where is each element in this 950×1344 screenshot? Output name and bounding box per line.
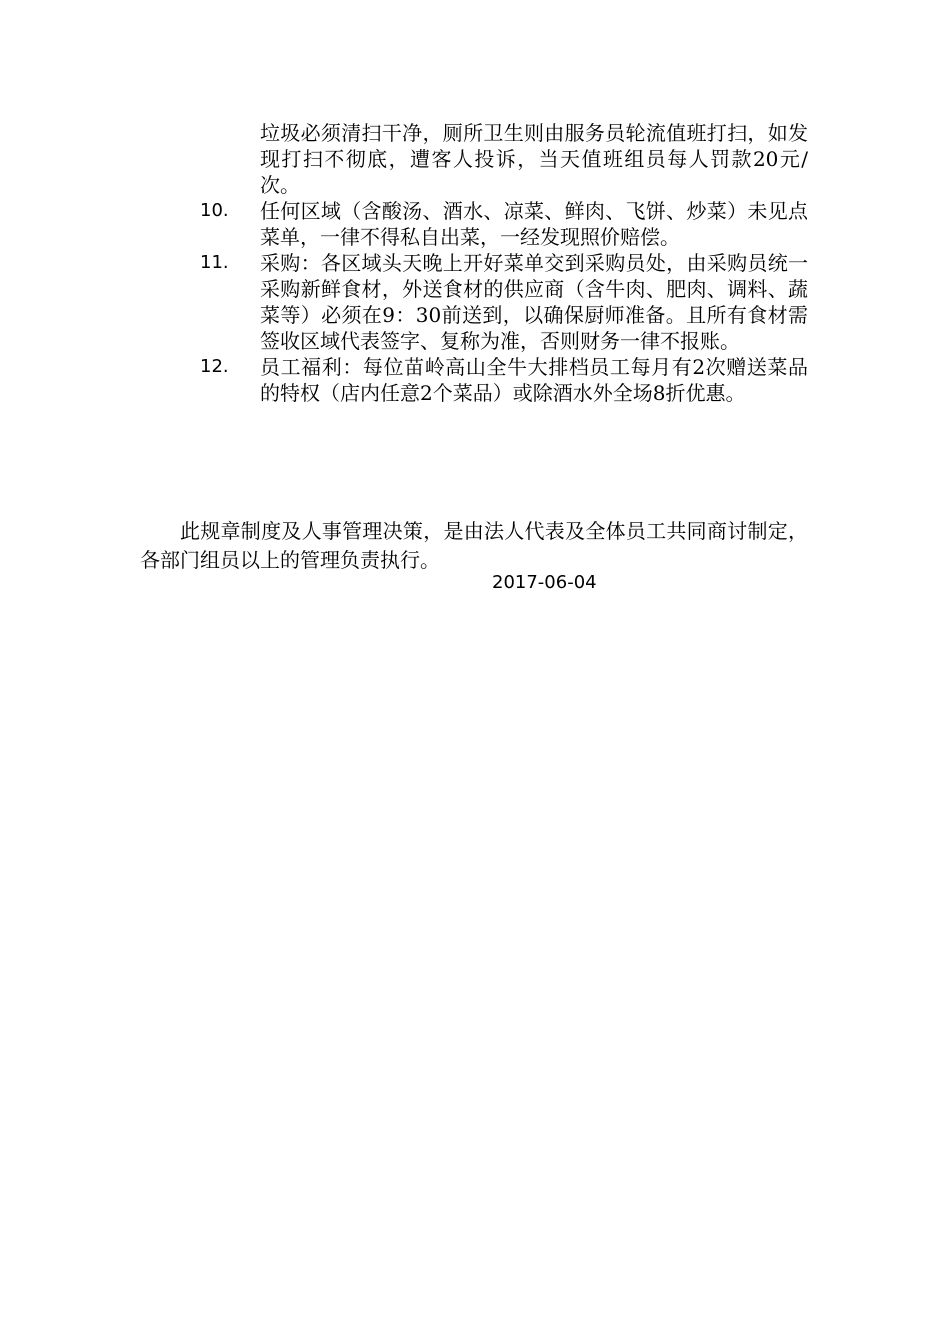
document-date: 2017-06-04	[492, 572, 597, 593]
item-number: 12.	[200, 356, 229, 377]
rules-list	[140, 120, 808, 406]
item-text: 采购：各区域头天晚上开好菜单交到采购员处，由采购员统一采购新鲜食材，外送食材的供应商（含牛肉、肥肉、调料、蔬菜等）必须在9：30前送到，以确保厨师准备。且所有食材需签收区域代表签字、复称为准，否则财务一律不报账。	[260, 251, 808, 353]
item-number: 11.	[200, 252, 229, 273]
list-item	[140, 198, 808, 250]
list-item	[140, 354, 808, 406]
list-item	[140, 120, 808, 198]
item-number: 10.	[200, 200, 229, 221]
list-item	[140, 250, 808, 354]
item-text: 垃圾必须清扫干净，厕所卫生则由服务员轮流值班打扫，如发现打扫不彻底，遭客人投诉，当天值班组员每人罚款20元/次。	[260, 121, 808, 197]
item-text: 任何区域（含酸汤、酒水、凉菜、鲜肉、飞饼、炒菜）未见点菜单，一律不得私自出菜，一经发现照价赔偿。	[260, 199, 808, 249]
item-text: 员工福利：每位苗岭高山全牛大排档员工每月有2次赠送菜品的特权（店内任意2个菜品）或除酒水外全场8折优惠。	[260, 355, 808, 405]
closing-paragraph: 此规章制度及人事管理决策，是由法人代表及全体员工共同商讨制定，各部门组员以上的管理负责执行。	[140, 519, 808, 572]
